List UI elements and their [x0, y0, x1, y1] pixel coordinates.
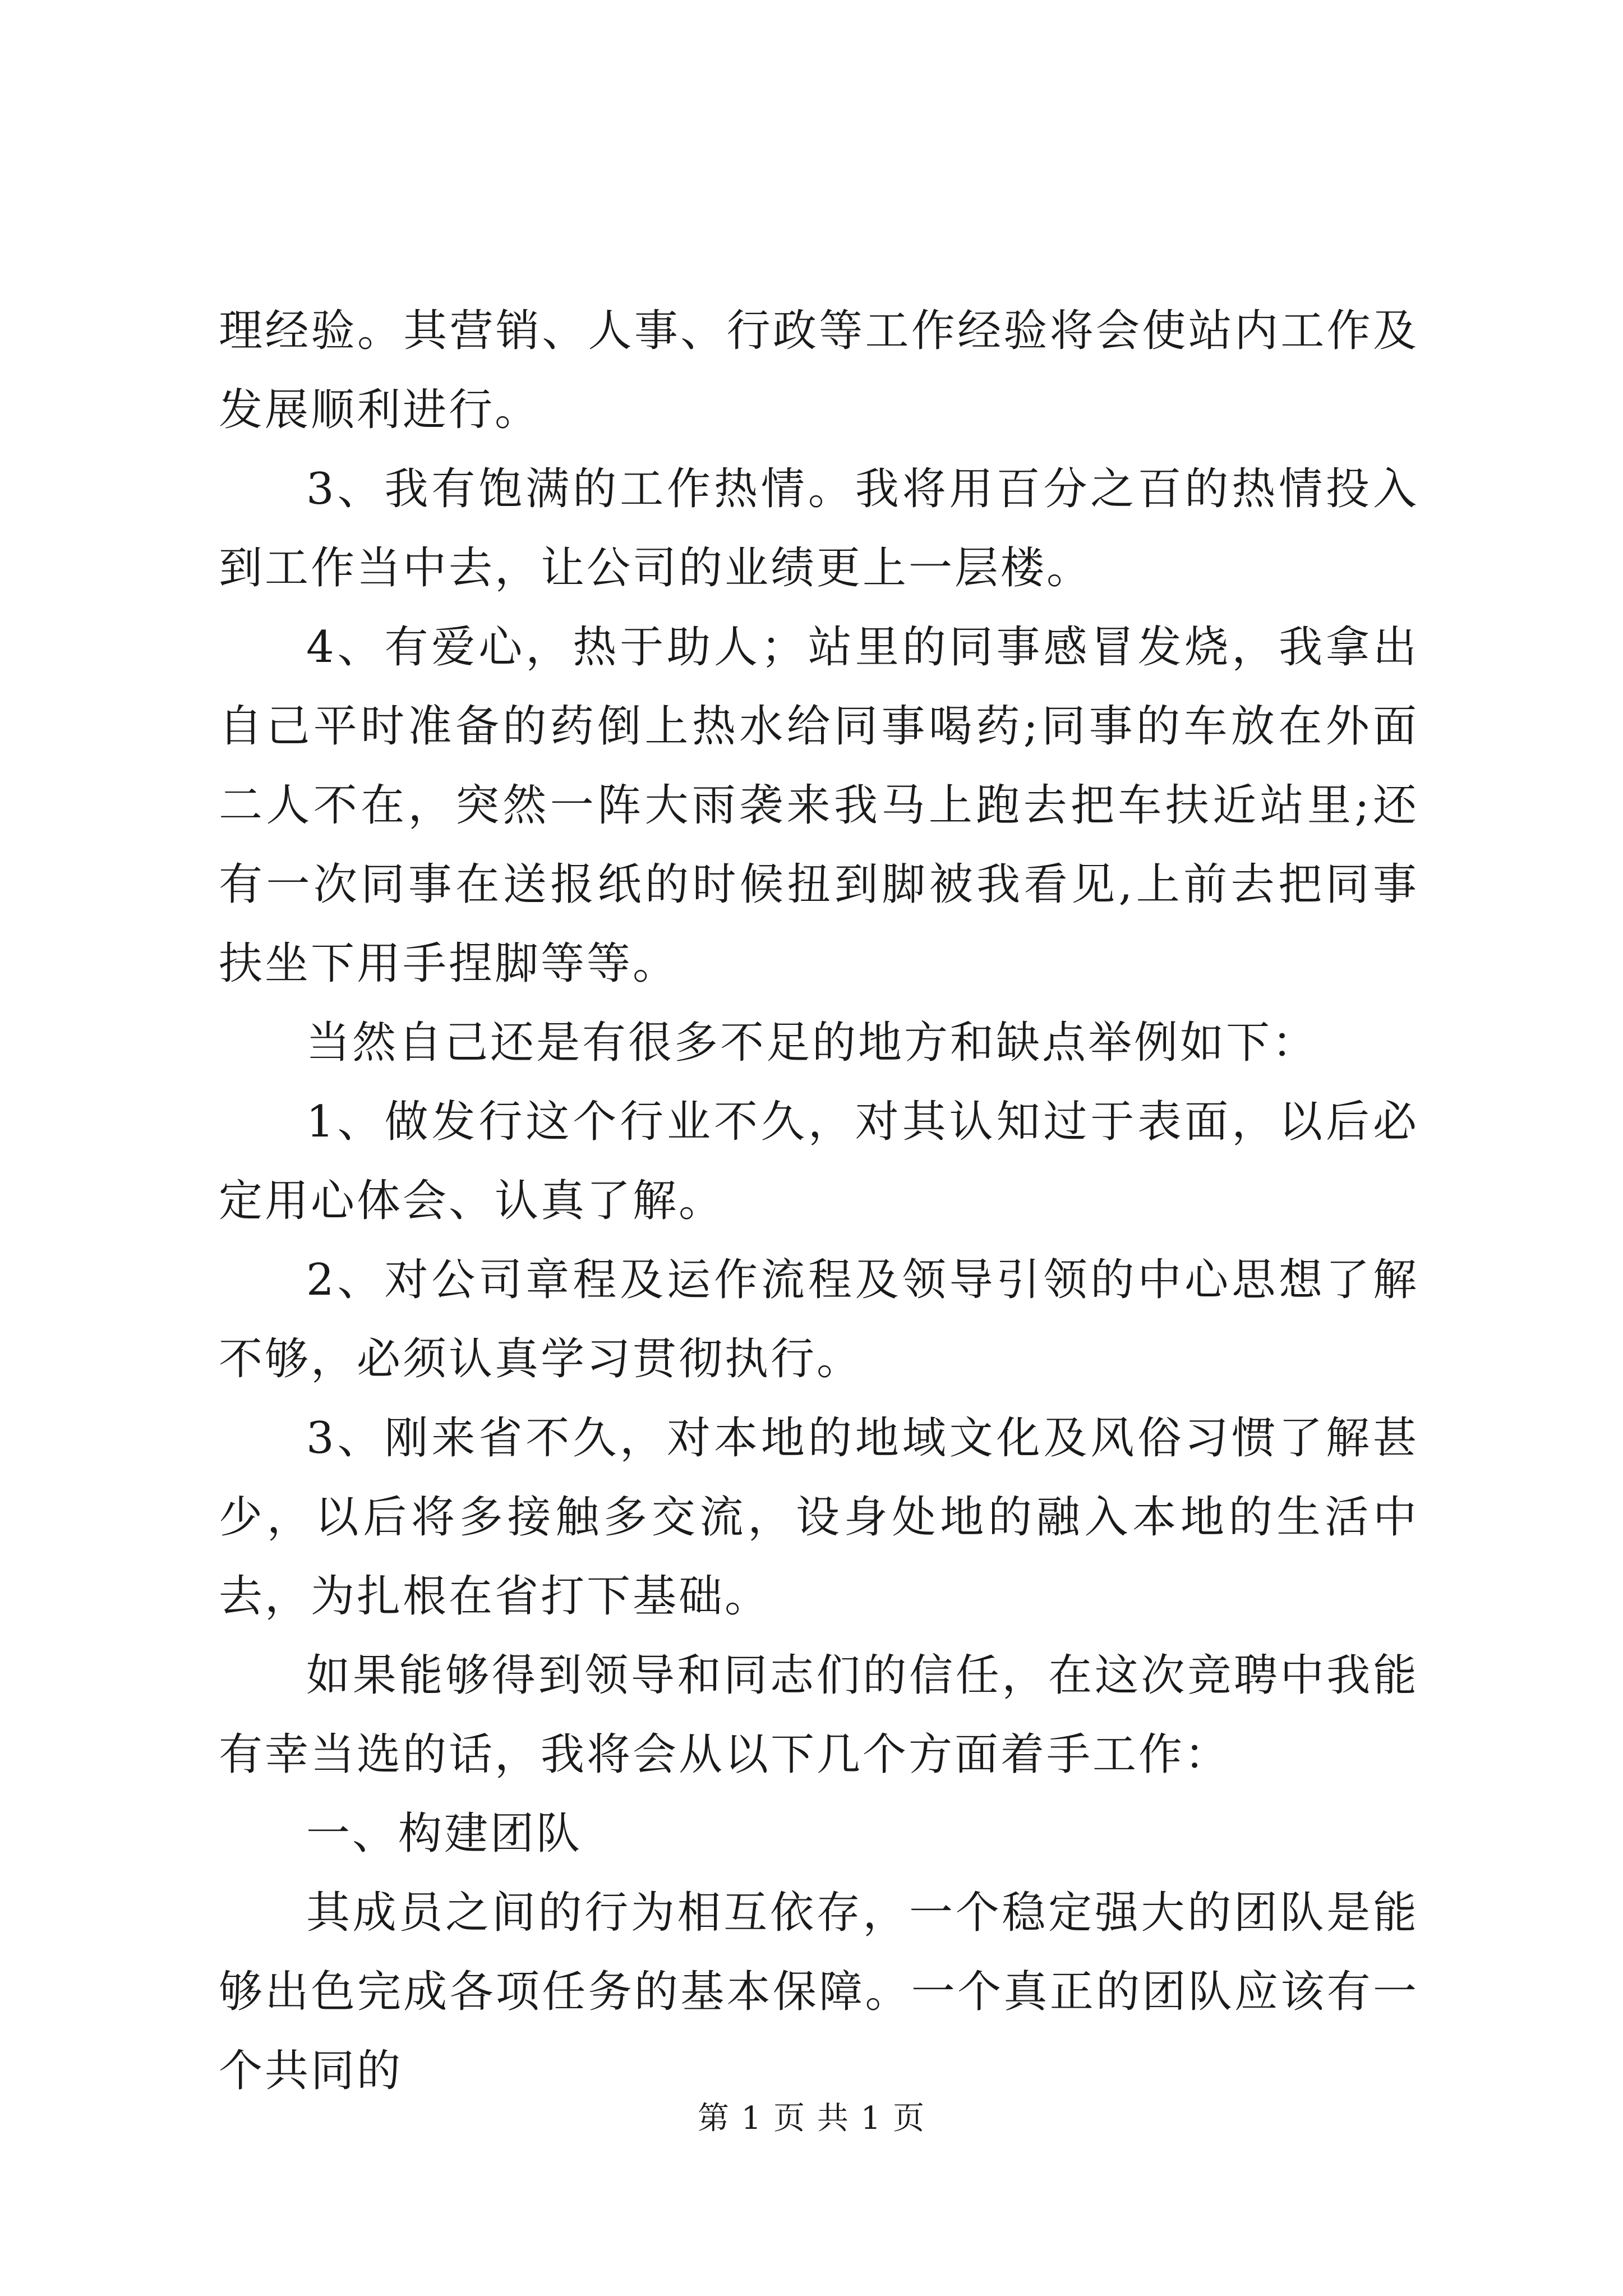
section-heading-build-team: 一、构建团队	[306, 1809, 583, 1859]
paragraph-plan-intro: 如果能够得到领导和同志们的信任，在这次竞聘中我能有幸当选的话，我将会从以下几个方面着手工作：	[219, 1650, 1419, 1780]
paragraph-team-description: 其成员之间的行为相互依存，一个稳定强大的团队是能够出色完成各项任务的基本保障。一个真正的团队应该有一个共同的	[219, 1888, 1419, 2096]
paragraph-experience-continued: 理经验。其营销、人事、行政等工作经验将会使站内工作及发展顺利进行。	[219, 306, 1419, 435]
paragraph-shortcoming-3: 3、刚来省不久，对本地的地域文化及风俗习惯了解甚少，以后将多接触多交流，设身处地的融入本地的生活中去，为扎根在省打下基础。	[219, 1413, 1419, 1622]
paragraph-shortcoming-1: 1、做发行这个行业不久，对其认知过于表面，以后必定用心体会、认真了解。	[219, 1097, 1419, 1226]
page-number-label: 第 1 页 共 1 页	[697, 2100, 926, 2137]
paragraph-point-3-enthusiasm: 3、我有饱满的工作热情。我将用百分之百的热情投入到工作当中去，让公司的业绩更上一层楼。	[219, 464, 1419, 593]
document-body	[219, 292, 1419, 2111]
paragraph-point-4-helpful: 4、有爱心，热于助人；站里的同事感冒发烧，我拿出自己平时准备的药倒上热水给同事喝药;同事的车放在外面二人不在，突然一阵大雨袭来我马上跑去把车扶近站里;还有一次同事在送报纸的时候扭到脚被我看见,上前去把同事扶坐下用手捏脚等等。	[219, 622, 1419, 989]
paragraph-shortcoming-2: 2、对公司章程及运作流程及领导引领的中心思想了解不够，必须认真学习贯彻执行。	[219, 1255, 1419, 1384]
page-footer	[0, 2099, 1623, 2138]
paragraph-shortcomings-intro: 当然自己还是有很多不足的地方和缺点举例如下：	[306, 1018, 1318, 1068]
